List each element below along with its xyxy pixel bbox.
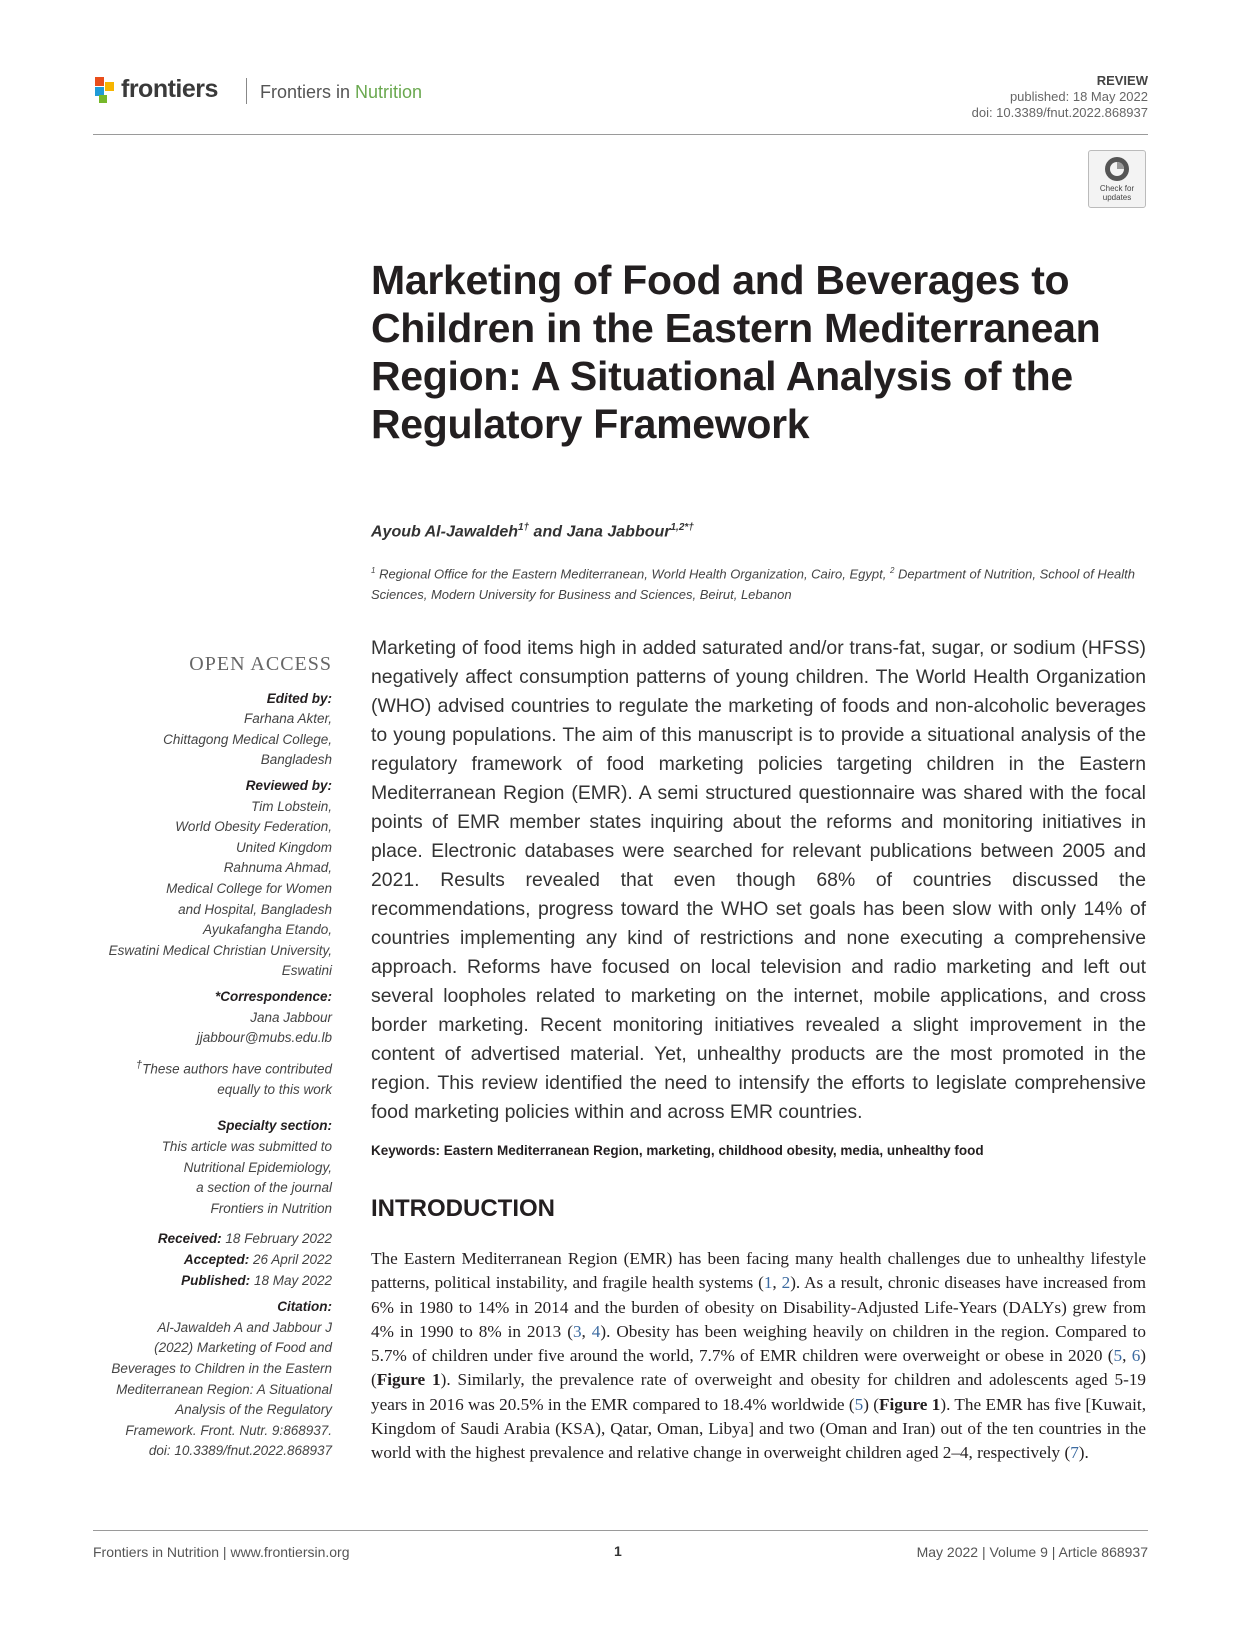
sidebar-line: Bangladesh: [260, 752, 332, 768]
body-text: ,: [581, 1321, 592, 1341]
correspondence-info: [93, 1008, 332, 1049]
reviewer-info: [93, 797, 332, 982]
accepted-value: 26 April 2022: [249, 1251, 332, 1267]
body-text: ). Similarly, the prevalence rate of overweight and obesity for children and adolescents aged 5-19 years in 2016 was 20.5% in the EMR compared to 18.4% worldwide (: [371, 1370, 1147, 1414]
sidebar-line: Frontiers in Nutrition: [210, 1200, 332, 1216]
sidebar-line: Framework. Front. Nutr. 9:868937.: [125, 1422, 332, 1438]
sidebar-line: World Obesity Federation,: [175, 819, 332, 835]
sidebar-line: (2022) Marketing of Food and: [154, 1340, 332, 1356]
sidebar-line: Analysis of the Regulatory: [175, 1402, 332, 1418]
article-title: Marketing of Food and Beverages to Children in the Eastern Mediterranean Region: A Situational Analysis of the Regulatory Framework: [371, 257, 1101, 447]
body-text: ,: [772, 1273, 782, 1293]
footer-rule: [93, 1530, 1148, 1531]
article-type: REVIEW: [1096, 73, 1148, 88]
body-text: ). Obesity has been weighing heavily on children in the region. Compared to 5.7% of children under five around the world, 7.7% of EMR children were overweight or obese in 2020 (: [371, 1321, 1147, 1366]
sidebar-line: Chittagong Medical College,: [163, 731, 332, 747]
sidebar-line: Medical College for Women: [166, 880, 332, 896]
check-for-updates-icon: [1104, 156, 1130, 182]
sidebar-line: Eswatini Medical Christian University,: [108, 942, 332, 958]
footer-journal-link[interactable]: Frontiers in Nutrition | www.frontiersin.org: [93, 1544, 350, 1560]
body-text: ).: [1078, 1443, 1089, 1463]
author-list: [371, 522, 694, 541]
sidebar-line: Al-Jawaldeh A and Jabbour J: [157, 1319, 332, 1335]
citation-label: Citation:: [277, 1299, 332, 1315]
body-text: ). As a result, chronic diseases have increased from 6% in 1980 to 14% in 2014 and the burden of obesity on Disability-Adjusted Life-Years (DALYs) grew from 4% in 1990 to 8% in 2013 (: [371, 1273, 1146, 1341]
figure-link[interactable]: Figure 1: [376, 1370, 441, 1390]
article-info-sidebar: [93, 654, 332, 1466]
received-label: Received:: [157, 1231, 222, 1247]
author-joiner: and: [529, 523, 567, 541]
section-heading-introduction: INTRODUCTION: [371, 1195, 555, 1222]
figure-link[interactable]: Figure 1: [879, 1394, 941, 1414]
specialty-info: [93, 1137, 332, 1219]
body-text: The Eastern Mediterranean Region (EMR) has been facing many health challenges due to unhealthy lifestyle patterns, political instability, and fragile health systems (: [371, 1249, 1146, 1293]
citation-info: [93, 1318, 332, 1462]
sidebar-line: This article was submitted to: [161, 1138, 332, 1154]
sidebar-line: Beverages to Children in the Eastern: [111, 1360, 332, 1376]
accepted-label: Accepted:: [183, 1251, 250, 1267]
reference-link[interactable]: 2: [781, 1273, 791, 1293]
contribution-note: [93, 1055, 332, 1101]
body-text: ) (: [371, 1346, 1147, 1390]
journal-name[interactable]: [260, 80, 422, 104]
sidebar-line: These authors have contributed: [142, 1061, 332, 1077]
sidebar-line: a section of the journal: [196, 1180, 332, 1196]
open-access-label: OPEN ACCESS: [189, 653, 332, 675]
published-label: Published:: [181, 1272, 251, 1288]
reference-link[interactable]: 7: [1070, 1443, 1079, 1463]
frontiers-logo[interactable]: [93, 74, 248, 108]
introduction-paragraph: [371, 1247, 1146, 1466]
sidebar-line[interactable]: Tim Lobstein,: [251, 798, 332, 814]
reference-link[interactable]: 5: [1113, 1346, 1123, 1366]
reference-link[interactable]: 5: [854, 1394, 864, 1414]
sidebar-line[interactable]: Farhana Akter,: [243, 711, 332, 727]
affiliations: [371, 560, 1151, 605]
check-for-updates-badge[interactable]: [1088, 150, 1146, 208]
sidebar-line: Mediterranean Region: A Situational: [116, 1381, 332, 1397]
editor-info: [93, 709, 332, 771]
keywords: Keywords: Eastern Mediterranean Region, marketing, childhood obesity, media, unhealthy food: [371, 1143, 984, 1158]
author-affiliation-marker: 1†: [517, 522, 530, 533]
received-date: [93, 1229, 332, 1250]
correspondence-email[interactable]: jjabbour@mubs.edu.lb: [196, 1030, 332, 1046]
author-name[interactable]: Jana Jabbour: [566, 523, 671, 541]
sidebar-line: United Kingdom: [235, 839, 332, 855]
reference-link[interactable]: 3: [572, 1321, 582, 1341]
frontiers-logo-mark-icon: [93, 76, 117, 104]
published-date-sidebar: [93, 1271, 332, 1292]
page-number: 1: [614, 1543, 622, 1559]
sidebar-line: Jana Jabbour: [250, 1009, 332, 1025]
body-text: ). The EMR has five [Kuwait, Kingdom of Saudi Arabia (KSA), Qatar, Oman, Libya] and two (Oman and Iran) out of the ten countries in the world with the highest prevalence and relative change in overweight children aged 2–4, respectively (: [371, 1394, 1146, 1463]
sidebar-line: and Hospital, Bangladesh: [178, 901, 332, 917]
body-text: ,: [1122, 1346, 1132, 1366]
footer-issue-info: May 2022 | Volume 9 | Article 868937: [916, 1544, 1148, 1560]
citation-doi[interactable]: doi: 10.3389/fnut.2022.868937: [148, 1443, 332, 1459]
affiliation-marker: 1: [371, 566, 376, 575]
check-for-updates-label: Check for updates: [1099, 184, 1135, 202]
specialty-section-label: Specialty section:: [217, 1118, 332, 1134]
journal-name-prefix: Frontiers in: [260, 82, 356, 102]
body-text: ) (: [863, 1394, 880, 1414]
article-doi[interactable]: doi: 10.3389/fnut.2022.868937: [971, 105, 1148, 120]
reference-link[interactable]: 4: [591, 1321, 601, 1341]
sidebar-line[interactable]: Rahnuma Ahmad,: [223, 860, 332, 876]
published-date: published: 18 May 2022: [1009, 89, 1148, 104]
affiliation-text: Department of Nutrition, School of Health Sciences, Modern University for Business and Sciences, Beirut, Lebanon: [371, 566, 1136, 603]
header-rule: [93, 134, 1148, 135]
reviewed-by-label: Reviewed by:: [245, 777, 332, 793]
affiliation-text: Regional Office for the Eastern Mediterranean, World Health Organization, Cairo, Egypt,: [375, 566, 890, 582]
author-name[interactable]: Ayoub Al-Jawaldeh: [371, 523, 518, 541]
reference-link[interactable]: 1: [763, 1273, 773, 1293]
sidebar-line: Eswatini: [281, 963, 332, 979]
sidebar-line[interactable]: Ayukafangha Etando,: [203, 922, 332, 938]
affiliation-marker: 2: [889, 566, 895, 575]
sidebar-line: Nutritional Epidemiology,: [183, 1159, 332, 1175]
edited-by-label: Edited by:: [266, 690, 332, 706]
journal-name-suffix: Nutrition: [355, 82, 423, 102]
abstract: Marketing of food items high in added saturated and/or trans-fat, sugar, or sodium (HFSS) negatively affect consumption patterns of young children. The World Health Organization (WHO) advised countries to regulate the marketing of foods and non-alcoholic beverages to young populations. The aim of this manuscript is to provide a situational analysis of the regulatory framework of food marketing policies targeting children in the Eastern Mediterranean Region (EMR). A semi structured questionnaire was shared with the focal points of EMR member states inquiring about the reforms and monitoring initiatives in place. Electronic databases were searched for relevant publications between 2005 and 2021. Results revealed that even though 68% of countries discussed the recommendations, progress toward the WHO set goals has been slow with only 14% of countries implementing any kind of restrictions and none executing a comprehensive approach. Reforms have focused on local television and radio marketing and left out several loopholes related to marketing on the internet, mobile applications, and cross border marketing. Recent monitoring initiatives revealed a slight improvement in the content of advertised material. Yet, unhealthy products are the most promoted in the region. This review identified the need to intensify the efforts to legislate comprehensive food marketing policies within and across EMR countries.: [371, 637, 1146, 1123]
article-meta: [972, 73, 1148, 121]
accepted-date: [93, 1250, 332, 1271]
author-affiliation-marker: 1,2*†: [670, 522, 694, 533]
reference-link[interactable]: 6: [1131, 1346, 1141, 1366]
header-separator: [246, 78, 247, 104]
received-value: 18 February 2022: [221, 1231, 332, 1247]
correspondence-label: *Correspondence:: [214, 988, 332, 1004]
logo-wordmark: frontiers: [121, 75, 218, 103]
published-value: 18 May 2022: [250, 1272, 332, 1288]
sidebar-line: equally to this work: [217, 1081, 332, 1097]
contribution-marker: †: [135, 1058, 143, 1071]
